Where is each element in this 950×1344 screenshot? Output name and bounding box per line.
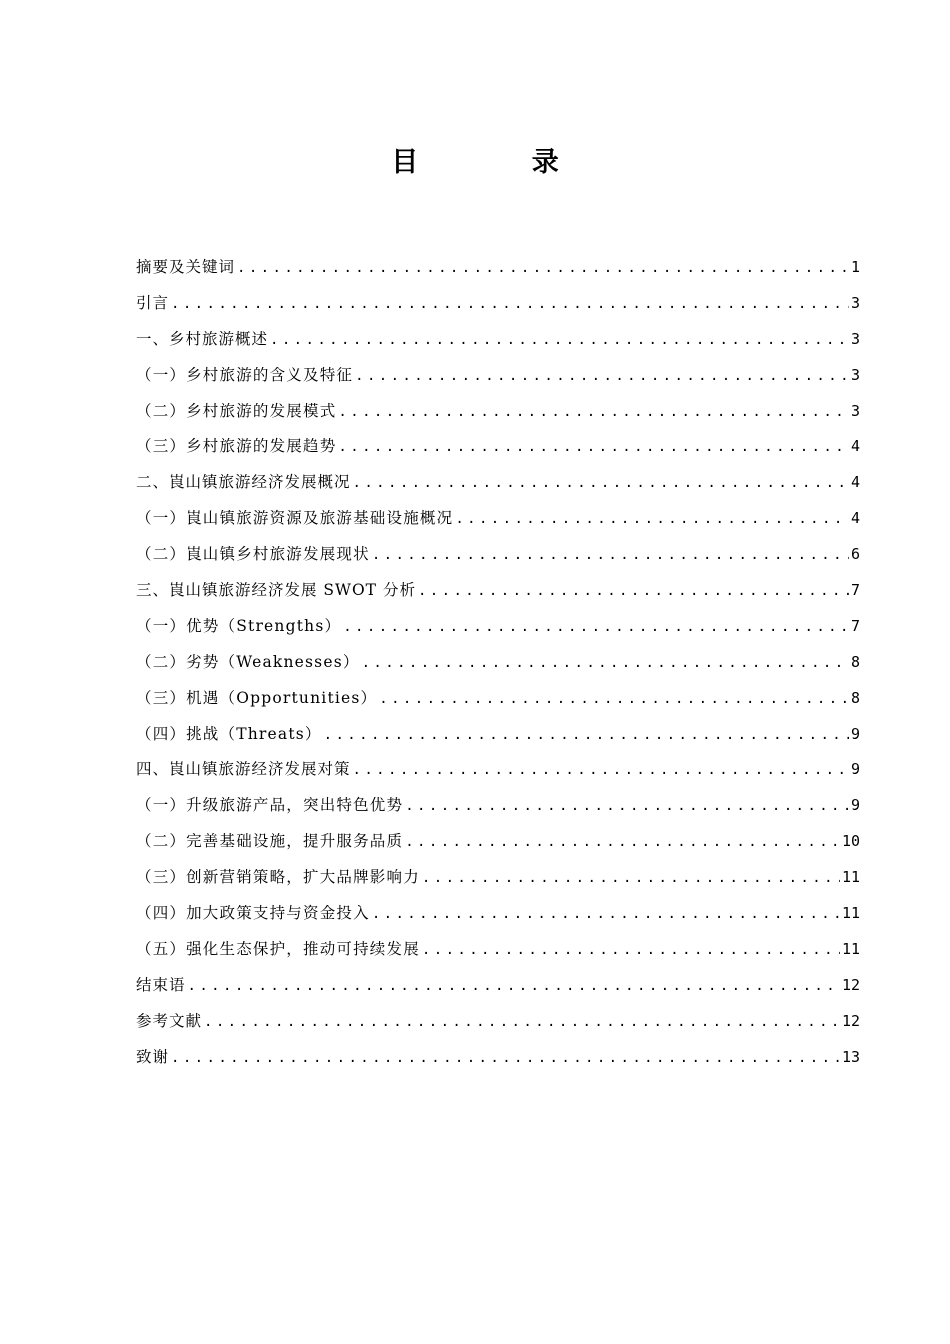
toc-entry-label: 引言 — [136, 293, 170, 312]
toc-entry-label: （三）创新营销策略，扩大品牌影响力 — [136, 868, 420, 887]
toc-entry-page-number: 9 — [850, 760, 860, 779]
toc-entry[interactable] — [136, 322, 860, 358]
toc-dot-leader — [324, 718, 849, 754]
toc-entry-page-number: 10 — [841, 832, 860, 851]
toc-dot-leader — [171, 1041, 840, 1077]
toc-entry[interactable] — [136, 1040, 860, 1076]
toc-entry-page-number: 3 — [850, 401, 860, 420]
toc-dot-leader — [422, 861, 840, 897]
toc-dot-leader — [418, 574, 849, 610]
toc-entry-page-number: 11 — [841, 868, 860, 887]
toc-entry[interactable] — [136, 932, 860, 968]
toc-entry-label: 摘要及关键词 — [136, 258, 236, 276]
toc-entry-label: 二、崀山镇旅游经济发展概况 — [136, 473, 351, 492]
toc-entry-label: 三、崀山镇旅游经济发展 SWOT 分析 — [136, 581, 416, 600]
toc-dot-leader — [372, 538, 849, 574]
toc-dot-leader — [237, 251, 849, 287]
toc-entry[interactable] — [136, 645, 860, 681]
toc-entry-page-number: 11 — [841, 904, 860, 923]
toc-entry-label: （一）优势（Strengths） — [136, 616, 342, 635]
toc-entry-page-number: 1 — [850, 258, 860, 276]
toc-entry-label: 四、崀山镇旅游经济发展对策 — [136, 760, 351, 779]
toc-entry[interactable] — [136, 465, 860, 501]
toc-dot-leader — [188, 969, 840, 1005]
toc-entry-label: 参考文献 — [136, 1011, 203, 1030]
toc-entry[interactable] — [136, 429, 860, 465]
toc-entry-page-number: 7 — [850, 616, 860, 635]
toc-dot-leader — [362, 646, 849, 682]
toc-entry[interactable] — [136, 394, 860, 430]
toc-entry-label: （二）劣势（Weaknesses） — [136, 652, 360, 671]
toc-entry-label: （二）崀山镇乡村旅游发展现状 — [136, 545, 370, 564]
toc-entry-label: （一）崀山镇旅游资源及旅游基础设施概况 — [136, 509, 454, 528]
toc-entry-page-number: 11 — [841, 939, 860, 958]
toc-dot-leader — [343, 610, 849, 646]
toc-entry[interactable] — [136, 681, 860, 717]
toc-entry[interactable] — [136, 609, 860, 645]
toc-dot-leader — [204, 1005, 840, 1041]
toc-entry[interactable] — [136, 250, 860, 286]
toc-dot-leader — [171, 287, 849, 323]
toc-entry-label: （五）强化生态保护，推动可持续发展 — [136, 939, 420, 958]
toc-entry-label: （三）机遇（Opportunities） — [136, 688, 378, 707]
toc-dot-leader — [372, 897, 840, 933]
toc-dot-leader — [422, 933, 840, 969]
toc-entry[interactable] — [136, 896, 860, 932]
toc-entry[interactable] — [136, 824, 860, 860]
toc-dot-leader — [405, 789, 849, 825]
toc-dot-leader — [355, 359, 849, 395]
toc-entry[interactable] — [136, 717, 860, 753]
toc-entry-page-number: 6 — [850, 545, 860, 564]
toc-dot-leader — [455, 502, 849, 538]
toc-entry-page-number: 4 — [850, 509, 860, 528]
toc-entry-label: （二）乡村旅游的发展模式 — [136, 401, 337, 420]
toc-entry[interactable] — [136, 860, 860, 896]
toc-dot-leader — [338, 430, 849, 466]
toc-entry-page-number: 9 — [850, 796, 860, 815]
toc-entry-page-number: 3 — [850, 293, 860, 312]
page-title: 目 录 — [391, 147, 611, 178]
toc-dot-leader — [353, 753, 849, 789]
toc-entry-page-number: 3 — [850, 329, 860, 348]
toc-list — [136, 250, 860, 1075]
toc-entry[interactable] — [136, 286, 860, 322]
toc-entry-label: 结束语 — [136, 975, 186, 994]
toc-entry-page-number: 9 — [850, 724, 860, 743]
toc-entry-page-number: 4 — [850, 437, 860, 456]
toc-entry-label: 一、乡村旅游概述 — [136, 329, 269, 348]
toc-entry[interactable] — [136, 501, 860, 537]
toc-entry-label: （四）加大政策支持与资金投入 — [136, 904, 370, 923]
toc-dot-leader — [270, 323, 849, 359]
toc-entry[interactable] — [136, 752, 860, 788]
toc-entry[interactable] — [136, 537, 860, 573]
toc-entry-label: （一）乡村旅游的含义及特征 — [136, 365, 354, 384]
toc-entry-label: （二）完善基础设施，提升服务品质 — [136, 832, 404, 851]
toc-entry-label: 致谢 — [136, 1047, 170, 1066]
toc-entry-page-number: 12 — [841, 975, 860, 994]
toc-entry-page-number: 7 — [850, 581, 860, 600]
toc-entry-label: （一）升级旅游产品，突出特色优势 — [136, 796, 404, 815]
toc-entry-page-number: 8 — [850, 652, 860, 671]
toc-entry[interactable] — [136, 1004, 860, 1040]
toc-entry-label: （三）乡村旅游的发展趋势 — [136, 437, 337, 456]
toc-entry-page-number: 4 — [850, 473, 860, 492]
toc-entry[interactable] — [136, 573, 860, 609]
toc-dot-leader — [338, 395, 849, 431]
toc-entry-page-number: 12 — [841, 1011, 860, 1030]
toc-dot-leader — [353, 466, 849, 502]
toc-entry[interactable] — [136, 788, 860, 824]
toc-dot-leader — [379, 682, 849, 718]
toc-entry[interactable] — [136, 358, 860, 394]
toc-dot-leader — [405, 825, 840, 861]
toc-entry-page-number: 3 — [850, 365, 860, 384]
toc-entry-page-number: 8 — [850, 688, 860, 707]
toc-entry[interactable] — [136, 968, 860, 1004]
toc-entry-label: （四）挑战（Threats） — [136, 724, 322, 743]
toc-entry-page-number: 13 — [841, 1047, 860, 1066]
